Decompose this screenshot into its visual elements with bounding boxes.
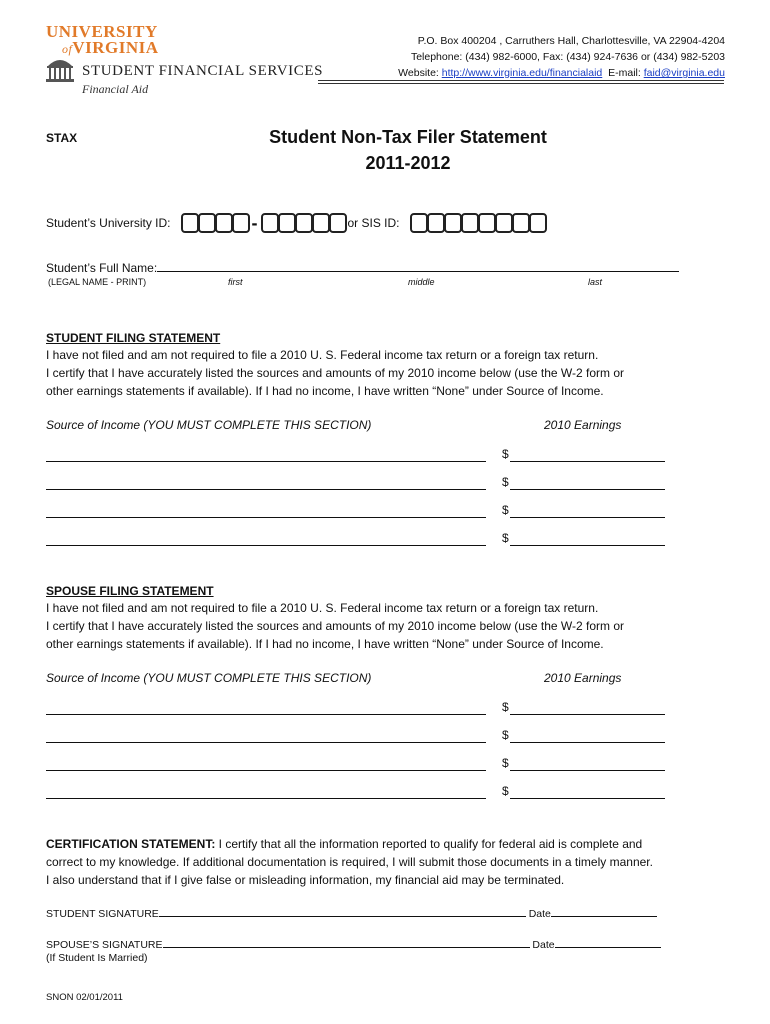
form-title: Student Non-Tax Filer Statement (269, 127, 547, 147)
sis-digit-box[interactable] (512, 213, 530, 233)
spouse-earnings-label: 2010 Earnings (544, 671, 622, 685)
certification-text: I also understand that if I give false or misleading information, my financial aid may be terminated. (46, 873, 565, 887)
student-income-row (46, 503, 666, 518)
id-digit-box[interactable] (215, 213, 233, 233)
spouse-income-row (46, 784, 666, 799)
legal-name-note: (LEGAL NAME - PRINT) (48, 277, 147, 287)
student-income-row (46, 447, 666, 462)
contact-block (398, 33, 725, 81)
contact-phone: Telephone: (434) 982-6000, Fax: (434) 924-7636 or (434) 982-5203 (410, 51, 725, 63)
student-filing-heading: STUDENT FILING STATEMENT (46, 331, 221, 345)
student-filing-line: other earnings statements if available). If I had no income, I have written “None” under Source of Income. (46, 384, 604, 398)
income-amount-field[interactable] (510, 450, 665, 462)
form-revision-code: SNON 02/01/2011 (46, 992, 123, 1003)
university-id-part2[interactable] (261, 213, 346, 233)
form-year: 2011-2012 (365, 153, 451, 173)
sis-digit-box[interactable] (410, 213, 428, 233)
website-link[interactable]: http://www.virginia.edu/financialaid (441, 67, 603, 79)
full-name-label: Student’s Full Name: (46, 261, 158, 275)
sis-digit-box[interactable] (478, 213, 496, 233)
spouse-signature-label: SPOUSE’S SIGNATURE (46, 939, 163, 951)
spouse-date-label: Date (532, 939, 555, 951)
certification-heading: CERTIFICATION STATEMENT: (46, 837, 216, 851)
sis-digit-box[interactable] (461, 213, 479, 233)
id-digit-box[interactable] (329, 213, 347, 233)
logo-department: STUDENT FINANCIAL SERVICES (82, 63, 324, 79)
income-amount-field[interactable] (510, 759, 665, 771)
form-code: STAX (46, 131, 78, 145)
id-row (46, 210, 548, 236)
logo-virginia-text: VIRGINIA (72, 38, 159, 57)
id-digit-box[interactable] (295, 213, 313, 233)
certification-text: I certify that all the information reported to qualify for federal aid is complete and (215, 837, 643, 851)
spouse-filing-line: I have not filed and am not required to file a 2010 U. S. Federal income tax return or a foreign tax return. (46, 601, 599, 615)
sis-id-boxes[interactable] (410, 213, 546, 233)
sis-digit-box[interactable] (427, 213, 445, 233)
income-source-field[interactable] (46, 506, 486, 518)
uva-logo (46, 24, 159, 57)
id-digit-box[interactable] (232, 213, 250, 233)
student-source-label: Source of Income (YOU MUST COMPLETE THIS SECTION) (46, 418, 372, 432)
spouse-income-row (46, 756, 666, 771)
income-amount-field[interactable] (510, 787, 665, 799)
spouse-signature-row (46, 936, 661, 951)
student-filing-line: I have not filed and am not required to file a 2010 U. S. Federal income tax return or a foreign tax return. (46, 348, 599, 362)
logo-subunit: Financial Aid (82, 82, 149, 96)
first-name-caption: first (228, 277, 243, 287)
logo-university-text: UNIVERSITY (46, 22, 158, 41)
student-filing-text (46, 346, 736, 400)
id-digit-box[interactable] (261, 213, 279, 233)
logo-of-text: of (62, 42, 73, 56)
email-link[interactable]: faid@virginia.edu (643, 67, 725, 79)
certification-statement (46, 835, 726, 889)
spouse-filing-line: I certify that I have accurately listed the sources and amounts of my 2010 income below (use the W-2 form or (46, 619, 625, 633)
student-signature-field[interactable] (159, 905, 526, 917)
full-name-row (46, 260, 679, 275)
id-digit-box[interactable] (181, 213, 199, 233)
income-source-field[interactable] (46, 534, 486, 546)
student-date-label: Date (528, 908, 551, 920)
sis-id-label: or SIS ID: (347, 216, 400, 230)
income-amount-field[interactable] (510, 731, 665, 743)
sis-digit-box[interactable] (495, 213, 513, 233)
id-digit-box[interactable] (312, 213, 330, 233)
id-digit-box[interactable] (198, 213, 216, 233)
student-signature-label: STUDENT SIGNATURE (46, 908, 159, 920)
spouse-source-label: Source of Income (YOU MUST COMPLETE THIS SECTION) (46, 671, 372, 685)
dollar-sign: $ (502, 700, 509, 714)
student-signature-row (46, 905, 657, 920)
income-amount-field[interactable] (510, 703, 665, 715)
spouse-signature-field[interactable] (163, 936, 530, 948)
id-digit-box[interactable] (278, 213, 296, 233)
dollar-sign: $ (502, 475, 509, 489)
spouse-married-note: (If Student Is Married) (46, 952, 148, 964)
spouse-filing-text (46, 599, 736, 653)
full-name-field[interactable] (157, 260, 679, 272)
income-source-field[interactable] (46, 731, 486, 743)
student-income-row (46, 475, 666, 490)
rotunda-icon (44, 56, 76, 82)
income-source-field[interactable] (46, 478, 486, 490)
student-earnings-label: 2010 Earnings (544, 418, 622, 432)
email-label: E-mail: (608, 67, 644, 79)
dollar-sign: $ (502, 503, 509, 517)
form-title-block (0, 124, 770, 176)
spouse-filing-line: other earnings statements if available). If I had no income, I have written “None” under Source of Income. (46, 637, 604, 651)
middle-name-caption: middle (408, 277, 435, 287)
contact-address: P.O. Box 400204 , Carruthers Hall, Charlottesville, VA 22904-4204 (417, 35, 725, 47)
dollar-sign: $ (502, 784, 509, 798)
dollar-sign: $ (502, 447, 509, 461)
income-source-field[interactable] (46, 450, 486, 462)
id-dash-separator: - (251, 212, 258, 233)
last-name-caption: last (588, 277, 603, 287)
income-amount-field[interactable] (510, 534, 665, 546)
dollar-sign: $ (502, 756, 509, 770)
spouse-date-field[interactable] (555, 936, 661, 948)
income-source-field[interactable] (46, 759, 486, 771)
spouse-income-row (46, 728, 666, 743)
student-date-field[interactable] (551, 905, 657, 917)
income-source-field[interactable] (46, 787, 486, 799)
dollar-sign: $ (502, 531, 509, 545)
sis-digit-box[interactable] (529, 213, 547, 233)
income-amount-field[interactable] (510, 478, 665, 490)
income-amount-field[interactable] (510, 506, 665, 518)
income-source-field[interactable] (46, 703, 486, 715)
spouse-filing-heading: SPOUSE FILING STATEMENT (46, 584, 214, 598)
dollar-sign: $ (502, 728, 509, 742)
website-label: Website: (398, 67, 442, 79)
certification-text: correct to my knowledge. If additional documentation is required, I will submit those documents in a timely manner. (46, 855, 653, 869)
university-id-label: Student’s University ID: (46, 216, 171, 230)
student-filing-line: I certify that I have accurately listed the sources and amounts of my 2010 income below (use the W-2 form or (46, 366, 625, 380)
university-id-part1[interactable] (181, 213, 249, 233)
student-income-row (46, 531, 666, 546)
sis-digit-box[interactable] (444, 213, 462, 233)
spouse-income-row (46, 700, 666, 715)
